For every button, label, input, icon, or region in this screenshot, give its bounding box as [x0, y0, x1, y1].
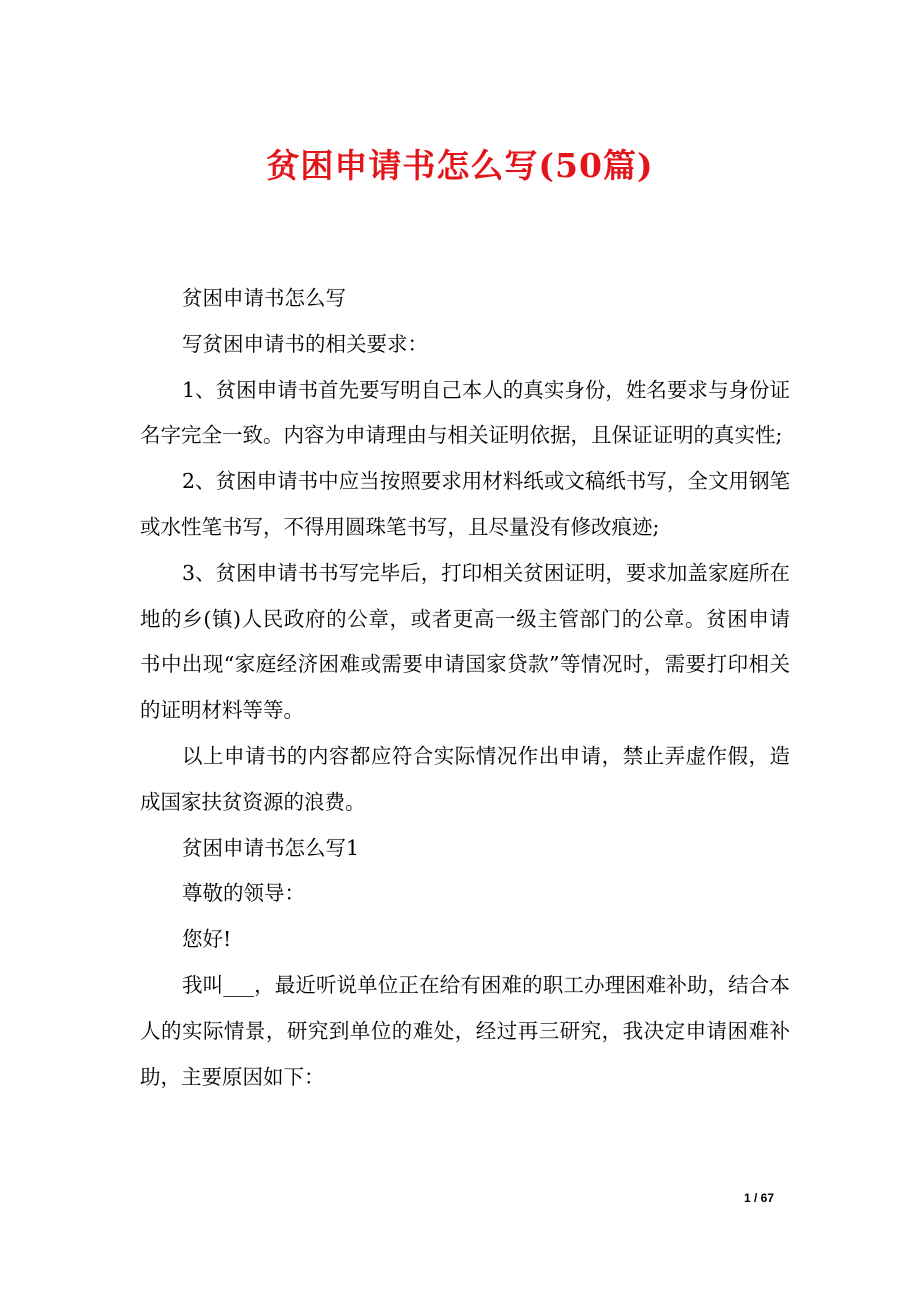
paragraph-requirement-2: 2、贫困申请书中应当按照要求用材料纸或文稿纸书写，全文用钢笔或水性笔书写，不得用圆珠笔书写，且尽量没有修改痕迹;: [140, 469, 790, 539]
paragraph-requirement-1: 1、贫困申请书首先要写明自己本人的真实身份，姓名要求与身份证名字完全一致。内容为申请理由与相关证明依据，且保证证明的真实性;: [140, 377, 790, 448]
page-number: 1 / 67: [744, 1191, 775, 1205]
paragraph-example-heading: 贫困申请书怎么写1: [182, 835, 360, 860]
paragraph-heading: 贫困申请书怎么写: [182, 286, 346, 310]
document-body: [140, 276, 790, 1100]
paragraph-salutation: 尊敬的领导：: [182, 881, 305, 906]
document-title: 贫困申请书怎么写(50篇): [266, 146, 654, 185]
paragraph-requirements-intro: 写贫困申请书的相关要求：: [182, 331, 428, 356]
paragraph-requirement-3: 3、贫困申请书书写完毕后，打印相关贫困证明，要求加盖家庭所在地的乡(镇)人民政府的公章，或者更高一级主管部门的公章。贫困申请书中出现“家庭经济困难或需要申请国家贷款”等情况时，需要打印相关的证明材料等等。: [140, 560, 790, 723]
paragraph-body: 我叫___，最近听说单位正在给有困难的职工办理困难补助，结合本人的实际情景，研究到单位的难处，经过再三研究，我决定申请困难补助，主要原因如下：: [140, 972, 790, 1089]
paragraph-summary: 以上申请书的内容都应符合实际情况作出申请，禁止弄虚作假，造成国家扶贫资源的浪费。: [140, 743, 790, 814]
paragraph-greeting: 您好!: [182, 927, 232, 952]
